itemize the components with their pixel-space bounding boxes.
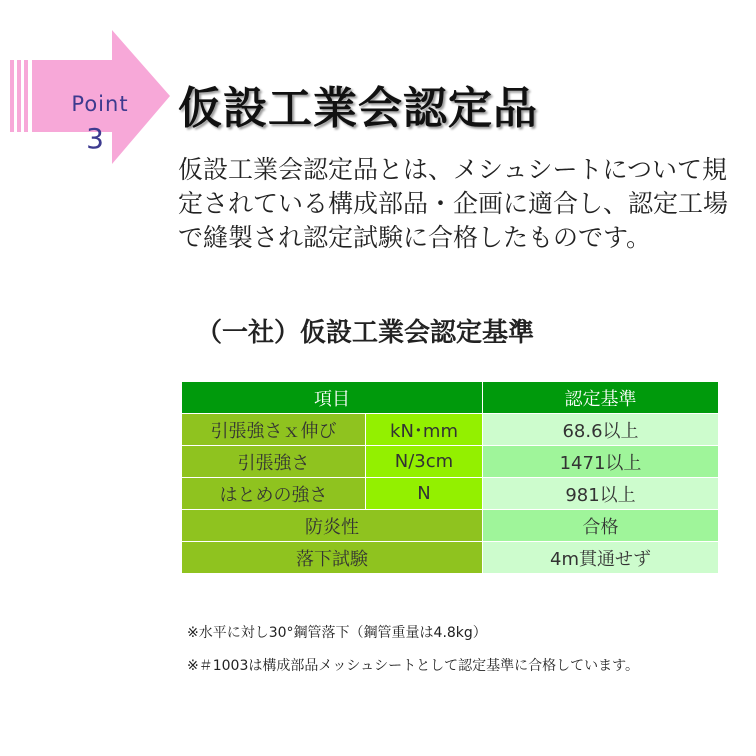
page-title: 仮設工業会認定品 <box>178 83 538 134</box>
row-value: 合格 <box>483 510 719 542</box>
point-label: Point <box>71 92 129 116</box>
row-unit: N <box>366 478 483 510</box>
table-row <box>182 510 719 542</box>
lead-paragraph: 仮設工業会認定品とは、メシュシートについて規定されている構成部品・企画に適合し、認定工場で縫製され認定試験に合格したものです。 <box>178 155 729 252</box>
row-unit: N/3cm <box>366 446 483 478</box>
row-item: 引張強さ <box>182 446 366 478</box>
row-item: はとめの強さ <box>182 478 366 510</box>
row-value: 1471以上 <box>483 446 719 478</box>
row-item: 落下試験 <box>182 542 483 574</box>
point-badge <box>10 30 170 164</box>
section-title: （一社）仮設工業会認定基準 <box>196 318 535 348</box>
point-number: 3 <box>86 122 104 155</box>
header-standard: 認定基準 <box>483 382 719 414</box>
row-item: 引張強さｘ伸び <box>182 414 366 446</box>
row-value: 981以上 <box>483 478 719 510</box>
table-row <box>182 542 719 574</box>
footnote-drop-test: ※水平に対し30°鋼管落下（鋼管重量は4.8kg） <box>187 625 487 641</box>
row-value: 68.6以上 <box>483 414 719 446</box>
table-row <box>182 478 719 510</box>
table-row <box>182 414 719 446</box>
footnote-certification: ※＃1003は構成部品メッシュシートとして認定基準に合格しています。 <box>187 658 639 674</box>
row-value: 4m貫通せず <box>483 542 719 574</box>
row-item: 防炎性 <box>182 510 483 542</box>
table-header-row <box>182 382 719 414</box>
header-item: 項目 <box>182 382 483 414</box>
table-row <box>182 446 719 478</box>
row-unit: kN･mm <box>366 414 483 446</box>
standards-table <box>181 381 719 574</box>
